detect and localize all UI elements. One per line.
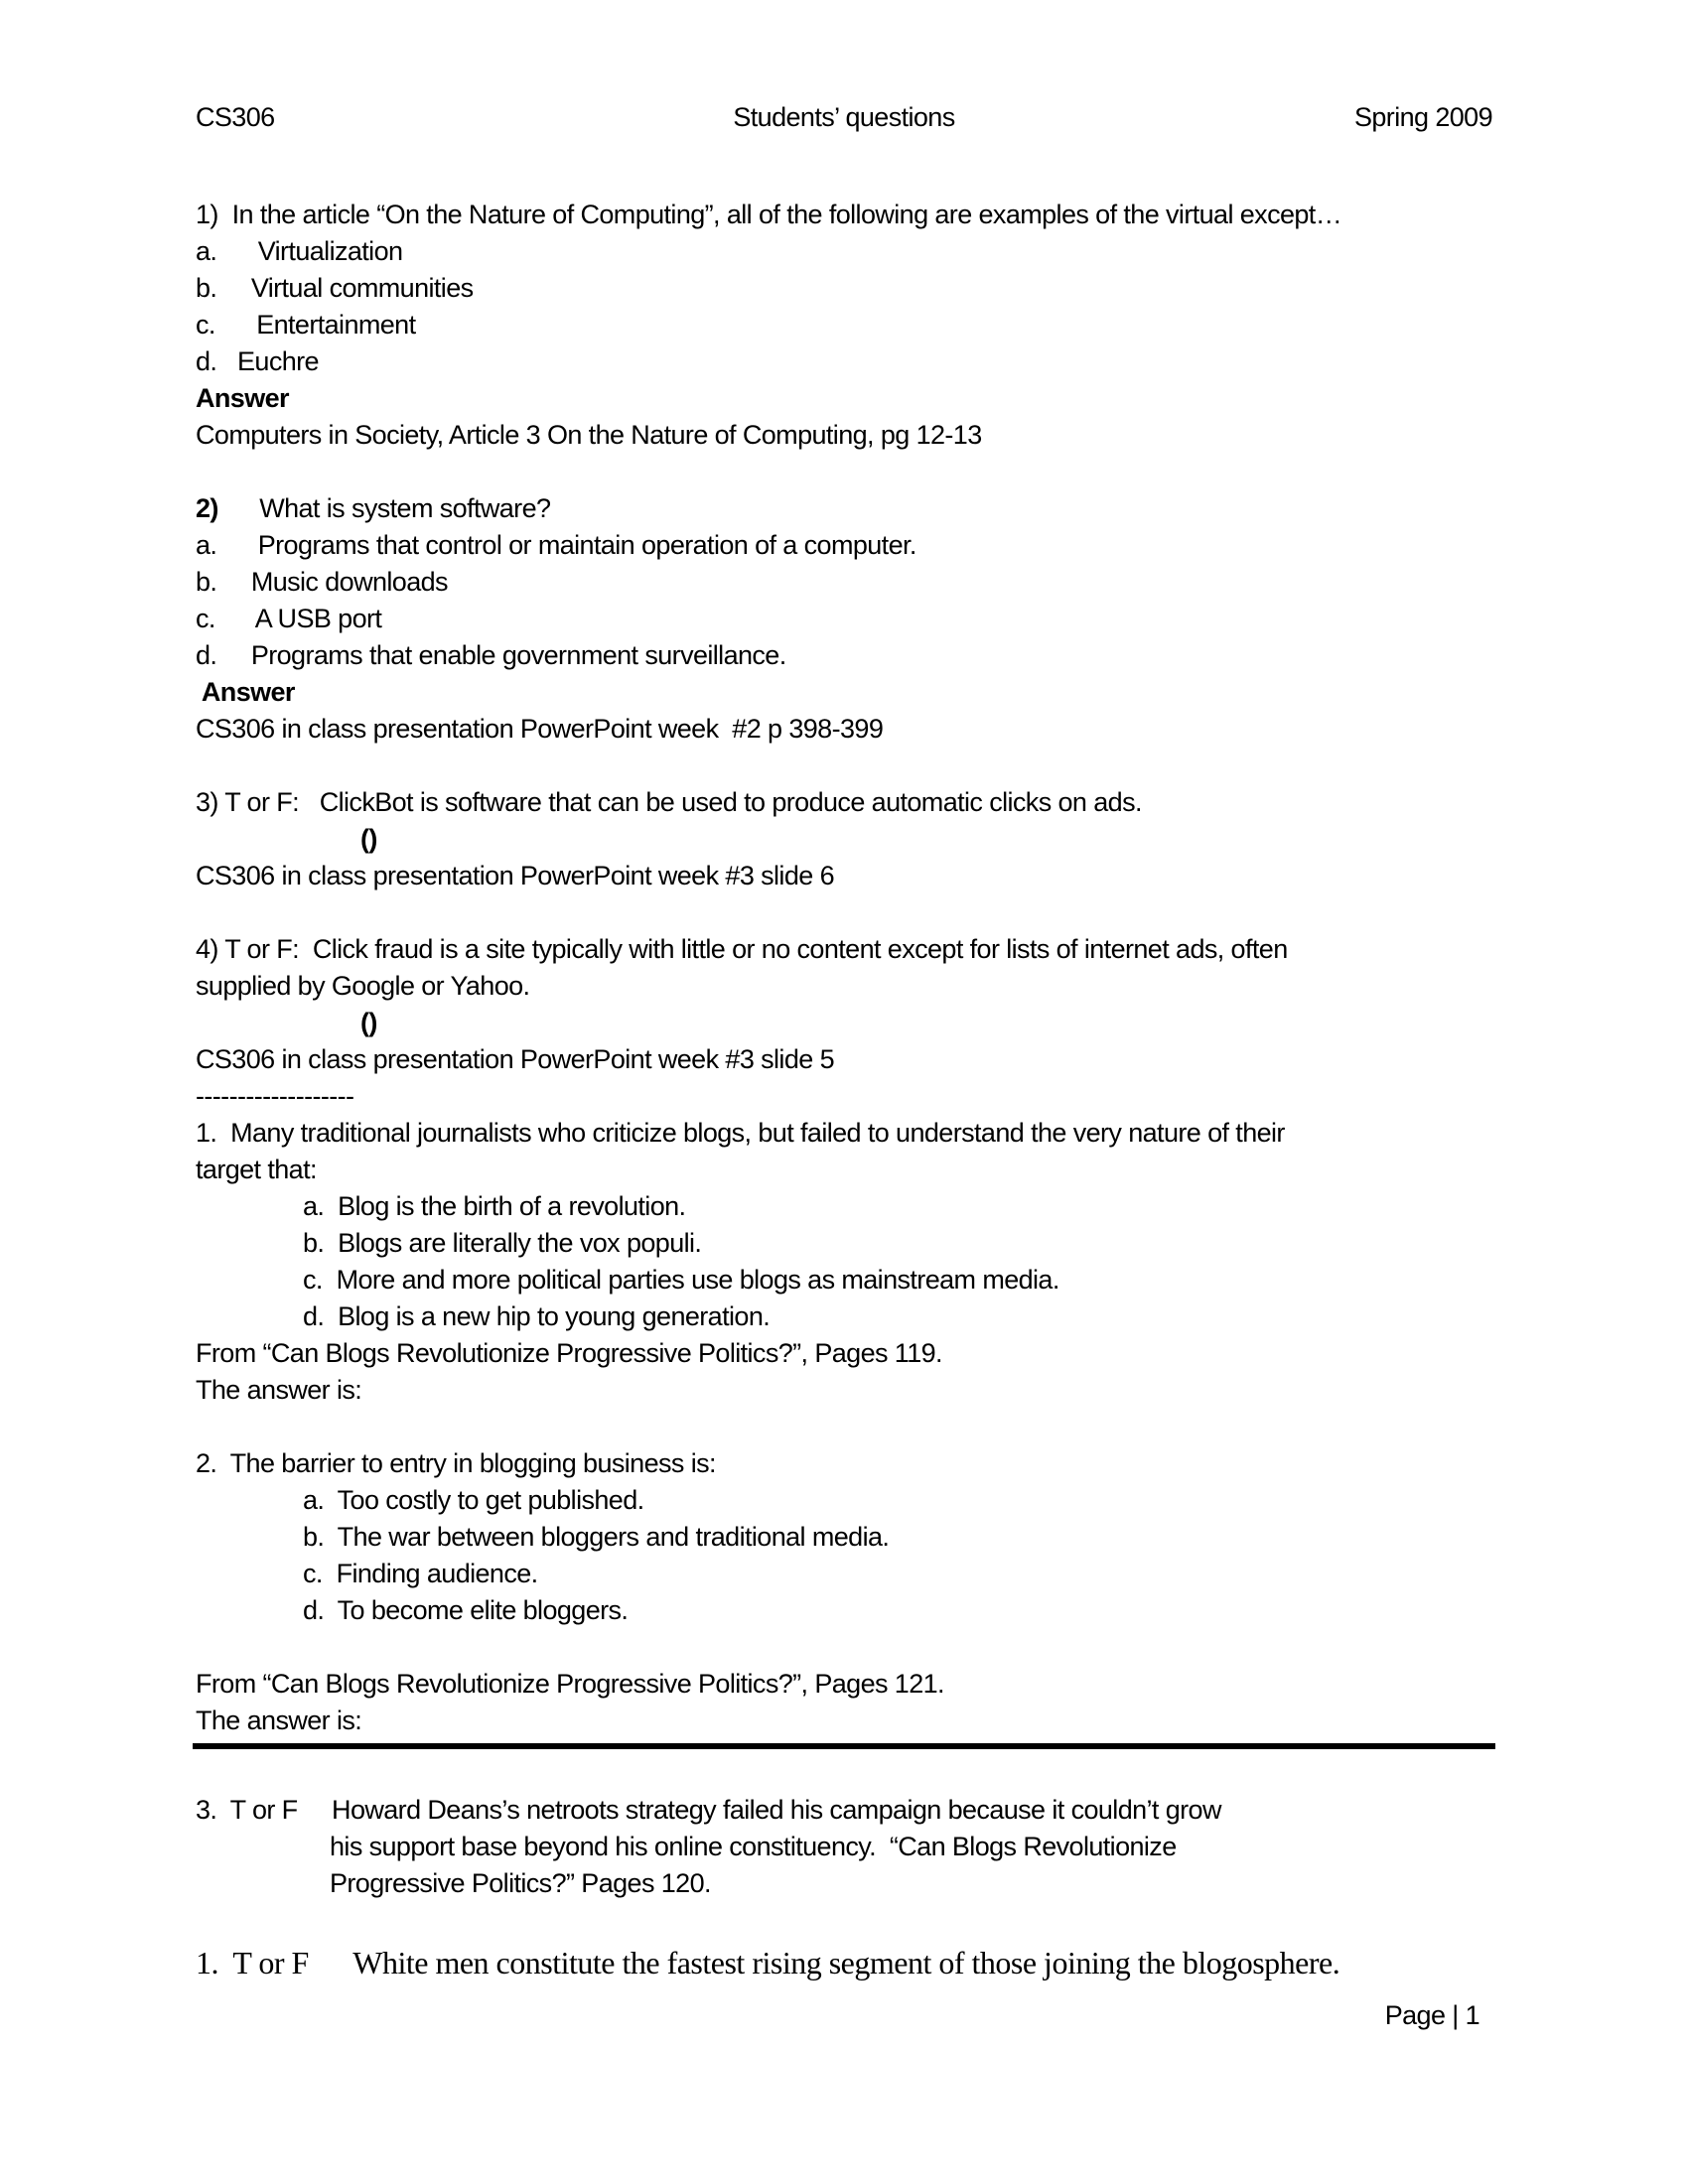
spacer (196, 1902, 1516, 1939)
serif-question-text: 1. T or F White men constitute the fastest rising segment of those joining the blogosphere. (196, 1945, 1340, 1980)
question-1-text: 1) In the article “On the Nature of Computing”, all of the following are examples of the virtual except… (196, 200, 1342, 229)
question-3-answer-blank: () (360, 824, 377, 854)
question-2-text (196, 490, 1516, 527)
question-1-source: Computers in Society, Article 3 On the Nature of Computing, pg 12-13 (196, 420, 982, 450)
question-2-option-c: c. A USB port (196, 604, 382, 633)
blog-question-2-option-d: d. To become elite bloggers. (303, 1595, 629, 1625)
blog-question-3-line3: Progressive Politics?” Pages 120. (330, 1868, 711, 1898)
blog-question-3-line2: his support base beyond his online constituency. “Can Blogs Revolutionize (330, 1832, 1177, 1861)
question-4-answer-blank: () (360, 1008, 377, 1037)
question-2-question: What is system software? (217, 493, 551, 523)
blog-question-2-option-c: c. Finding audience. (303, 1559, 538, 1588)
spacer (196, 1755, 1516, 1792)
question-3-source: CS306 in class presentation PowerPoint week #3 slide 6 (196, 861, 834, 890)
blog-question-1-option-c: c. More and more political parties use blogs as mainstream media. (303, 1265, 1059, 1295)
question-3-text: 3) T or F: ClickBot is software that can be used to produce automatic clicks on ads. (196, 787, 1142, 817)
document-body (196, 197, 1516, 1986)
blog-question-2-option-b: b. The war between bloggers and traditional media. (303, 1522, 890, 1552)
thick-horizontal-rule (193, 1743, 1495, 1749)
blog-question-2-answer-prompt: The answer is: (196, 1706, 362, 1735)
blog-question-1-source: From “Can Blogs Revolutionize Progressive Politics?”, Pages 119. (196, 1338, 942, 1368)
blog-question-1-option-a: a. Blog is the birth of a revolution. (303, 1191, 686, 1221)
question-1-answer-label: Answer (196, 383, 289, 413)
page-number: Page | 1 (1384, 2000, 1479, 2030)
blog-question-2-text: 2. The barrier to entry in blogging business is: (196, 1448, 716, 1478)
page-header (196, 99, 1492, 136)
question-1-option-c: c. Entertainment (196, 310, 416, 340)
question-2-option-b: b. Music downloads (196, 567, 448, 597)
blog-question-2-option-a: a. Too costly to get published. (303, 1485, 644, 1515)
question-4-text-line2: supplied by Google or Yahoo. (196, 971, 530, 1001)
spacer (196, 454, 1516, 490)
question-1-option-d: d. Euchre (196, 346, 319, 376)
blog-question-1-line2: target that: (196, 1155, 317, 1184)
blog-question-1-answer-prompt: The answer is: (196, 1375, 362, 1405)
blog-question-1-option-b: b. Blogs are literally the vox populi. (303, 1228, 702, 1258)
question-4-text-line1: 4) T or F: Click fraud is a site typically with little or no content except for lists of internet ads, often (196, 934, 1288, 964)
question-2-answer-label: Answer (196, 677, 295, 707)
question-2-option-a: a. Programs that control or maintain operation of a computer. (196, 530, 916, 560)
question-2-option-d: d. Programs that enable government surveillance. (196, 640, 786, 670)
question-2-number: 2) (196, 493, 218, 523)
spacer (196, 894, 1516, 931)
question-1-option-b: b. Virtual communities (196, 273, 474, 303)
spacer (196, 1409, 1516, 1445)
spacer (196, 1629, 1516, 1666)
course-code: CS306 (196, 102, 275, 132)
question-4-source: CS306 in class presentation PowerPoint week #3 slide 5 (196, 1044, 834, 1074)
blog-question-3-line1: 3. T or F Howard Deans’s netroots strategy failed his campaign because it couldn’t grow (196, 1795, 1221, 1825)
document-title: Students’ questions (733, 102, 955, 132)
blog-question-2-source: From “Can Blogs Revolutionize Progressive Politics?”, Pages 121. (196, 1669, 944, 1699)
spacer (196, 748, 1516, 784)
blog-question-1-line1: 1. Many traditional journalists who criticize blogs, but failed to understand the very nature of their (196, 1118, 1285, 1148)
dashed-separator: ------------------- (196, 1081, 354, 1111)
question-1-option-a: a. Virtualization (196, 236, 403, 266)
question-2-source: CS306 in class presentation PowerPoint week #2 p 398-399 (196, 714, 884, 744)
blog-question-1-option-d: d. Blog is a new hip to young generation. (303, 1301, 771, 1331)
term-label: Spring 2009 (1353, 102, 1492, 132)
